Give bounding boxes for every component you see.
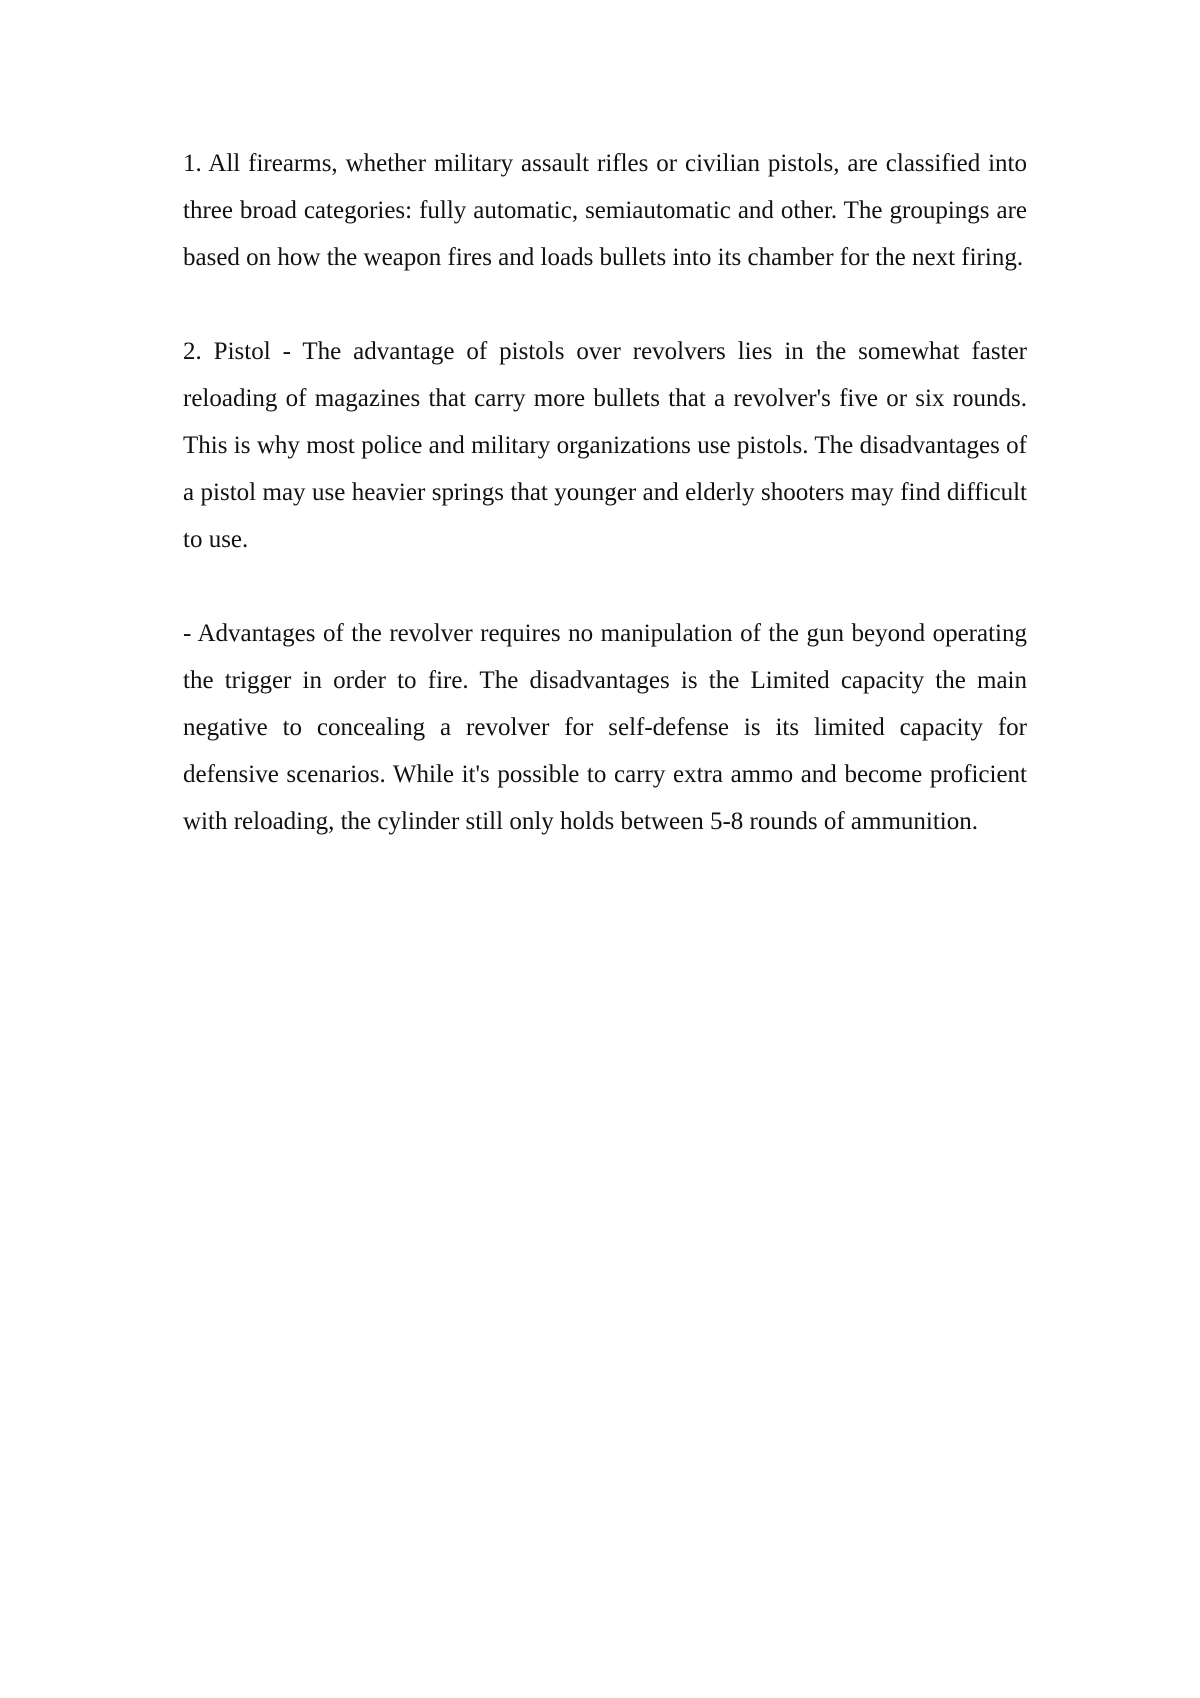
document-body [183,140,1027,892]
paragraph-firearm-categories: 1. All firearms, whether military assault rifles or civilian pistols, are classified into three broad categories: fully automatic, semiautomatic and other. The groupings are based on how the weapon fires and loads bullets into its chamber for the next firing. [183,150,1027,271]
paragraph-revolver: - Advantages of the revolver requires no manipulation of the gun beyond operating the trigger in order to fire. The disadvantages is the Limited capacity the main negative to concealing a revolver for self-defense is its limited capacity for defensive scenarios. While it's possible to carry extra ammo and become proficient with reloading, the cylinder still only holds between 5-8 rounds of ammunition. [183,620,1027,835]
paragraph-pistol: 2. Pistol - The advantage of pistols over revolvers lies in the somewhat faster reloading of magazines that carry more bullets that a revolver's five or six rounds. This is why most police and military organizations use pistols. The disadvantages of a pistol may use heavier springs that younger and elderly shooters may find difficult to use. [183,338,1027,553]
